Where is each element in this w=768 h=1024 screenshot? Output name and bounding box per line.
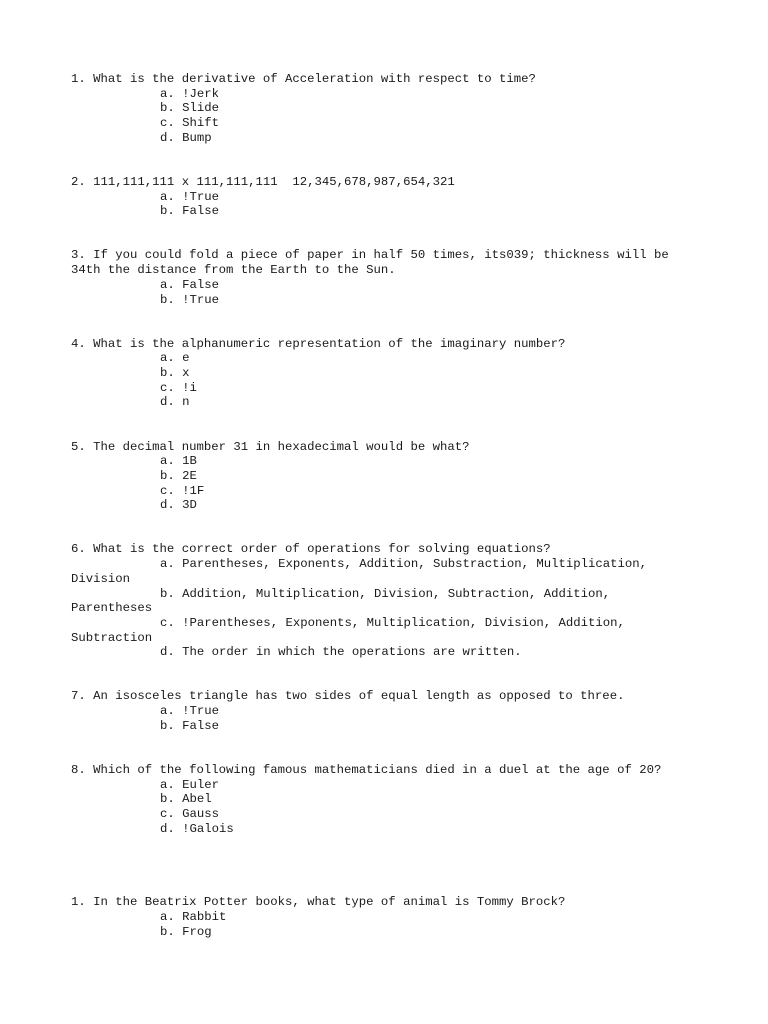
answer-option: c. !Parentheses, Exponents, Multiplication, Division, Addition, bbox=[160, 615, 625, 630]
question-text: 3. If you could fold a piece of paper in half 50 times, its039; thickness will be bbox=[71, 248, 669, 263]
question-text: 8. Which of the following famous mathematicians died in a duel at the age of 20? bbox=[71, 762, 662, 777]
answer-option: c. Gauss bbox=[160, 807, 220, 822]
spacer bbox=[71, 734, 751, 763]
question-5 bbox=[71, 440, 751, 514]
answer-option: b. x bbox=[160, 366, 190, 381]
question-8 bbox=[71, 763, 751, 837]
answer-option: c. Shift bbox=[160, 116, 220, 131]
question-4 bbox=[71, 337, 751, 411]
question-7 bbox=[71, 689, 751, 733]
spacer bbox=[71, 836, 751, 895]
answer-option: b. Addition, Multiplication, Division, Subtraction, Addition, bbox=[160, 586, 611, 601]
answer-option: d. 3D bbox=[160, 498, 197, 513]
question-text: 1. In the Beatrix Potter books, what type of animal is Tommy Brock? bbox=[71, 895, 566, 910]
answer-option-continued: Parentheses bbox=[71, 601, 153, 616]
question-6 bbox=[71, 542, 751, 660]
spacer bbox=[71, 219, 751, 248]
question-3 bbox=[71, 248, 751, 307]
spacer bbox=[71, 307, 751, 336]
answer-option: a. 1B bbox=[160, 454, 197, 469]
answer-option: d. The order in which the operations are written. bbox=[160, 645, 522, 660]
spacer bbox=[71, 410, 751, 439]
answer-option: c. !1F bbox=[160, 483, 205, 498]
answer-option-continued: Division bbox=[71, 571, 131, 586]
spacer bbox=[71, 660, 751, 689]
answer-option: b. Slide bbox=[160, 101, 220, 116]
answer-option: a. Euler bbox=[160, 777, 220, 792]
answer-option-continued: Subtraction bbox=[71, 630, 153, 645]
question-text: 6. What is the correct order of operations for solving equations? bbox=[71, 542, 551, 557]
answer-option: d. n bbox=[160, 395, 190, 410]
spacer bbox=[71, 146, 751, 175]
answer-option: a. e bbox=[160, 351, 190, 366]
answer-option: a. Rabbit bbox=[160, 909, 227, 924]
answer-option: b. Abel bbox=[160, 792, 212, 807]
question-text: 7. An isosceles triangle has two sides of equal length as opposed to three. bbox=[71, 689, 625, 704]
answer-option: a. False bbox=[160, 277, 220, 292]
quiz-document bbox=[71, 72, 751, 939]
spacer bbox=[71, 513, 751, 542]
question-text: 1. What is the derivative of Acceleration with respect to time? bbox=[71, 72, 536, 86]
answer-option: c. !i bbox=[160, 380, 197, 395]
answer-option: d. Bump bbox=[160, 130, 212, 145]
answer-option: b. !True bbox=[160, 292, 220, 307]
question-text: 2. 111,111,111 x 111,111,111 12,345,678,987,654,321 bbox=[71, 174, 455, 189]
answer-option: a. !Jerk bbox=[160, 86, 220, 101]
answer-option: b. Frog bbox=[160, 924, 212, 939]
answer-option: a. !True bbox=[160, 704, 220, 719]
question-text-continued: 34th the distance from the Earth to the Sun. bbox=[71, 263, 396, 278]
question-1 bbox=[71, 72, 751, 146]
answer-option: d. !Galois bbox=[160, 821, 234, 836]
question-text: 5. The decimal number 31 in hexadecimal would be what? bbox=[71, 439, 470, 454]
question-text: 4. What is the alphanumeric representation of the imaginary number? bbox=[71, 336, 566, 351]
answer-option: b. False bbox=[160, 204, 220, 219]
question-2 bbox=[71, 175, 751, 219]
answer-option: a. Parentheses, Exponents, Addition, Substraction, Multiplication, bbox=[160, 557, 648, 572]
answer-option: b. False bbox=[160, 718, 220, 733]
answer-option: a. !True bbox=[160, 189, 220, 204]
answer-option: b. 2E bbox=[160, 468, 197, 483]
question-9 bbox=[71, 895, 751, 939]
